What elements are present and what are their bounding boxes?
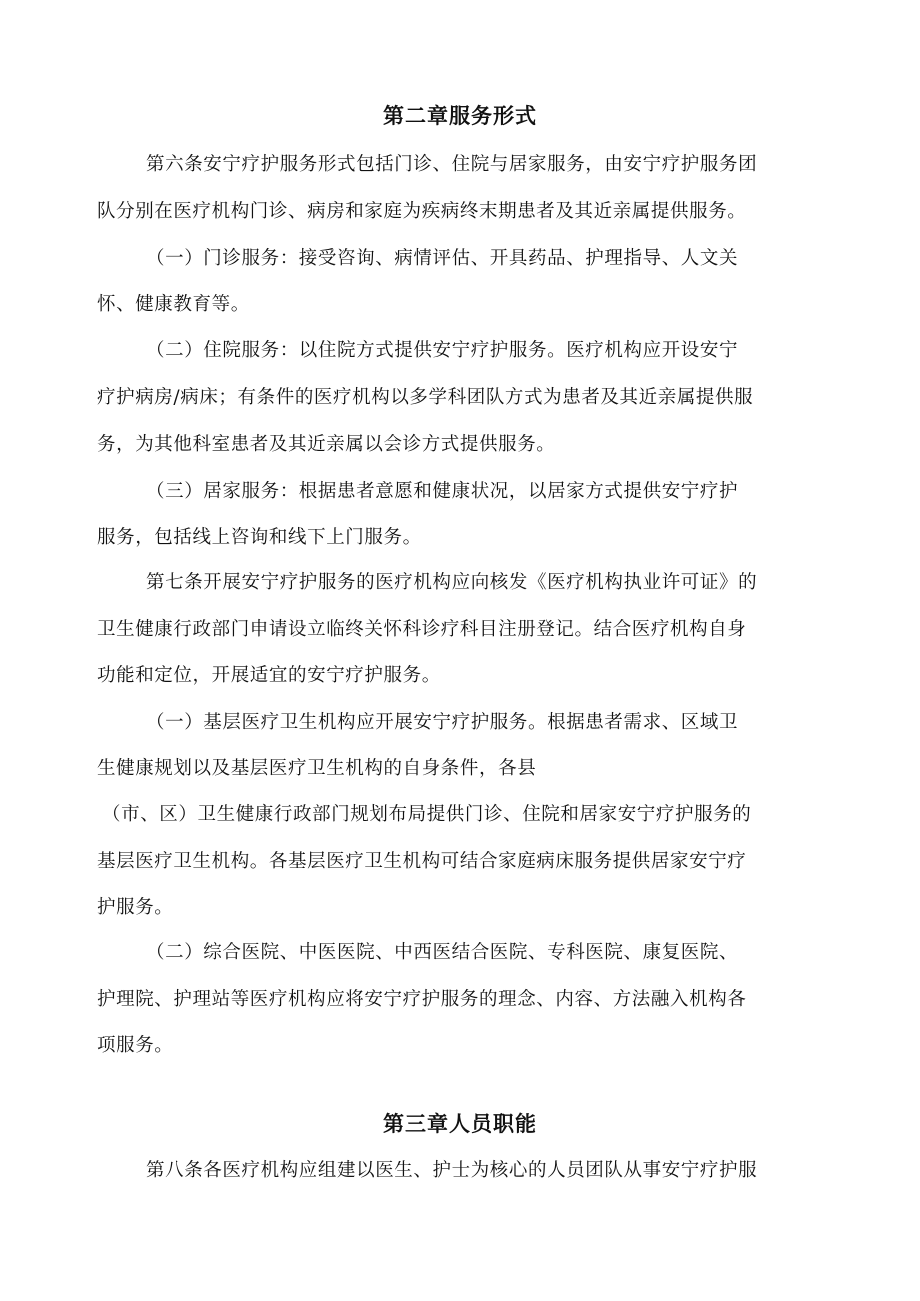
hospitals-line-3: 项服务。	[97, 1035, 174, 1056]
chapter-3-title: 第三章人员职能	[383, 1112, 537, 1136]
chapter-2-title: 第二章服务形式	[383, 104, 537, 128]
primary-care-line-4: 基层医疗卫生机构。各基层医疗卫生机构可结合家庭病床服务提供居家安宁疗	[97, 851, 747, 872]
home-service-line-2: 服务，包括线上咨询和线下上门服务。	[97, 527, 422, 548]
inpatient-line-2: 疗护病房/病床；有条件的医疗机构以多学科团队方式为患者及其近亲属提供服	[97, 387, 754, 408]
outpatient-line-1: （一）门诊服务：接受咨询、病情评估、开具药品、护理指导、人文关	[146, 248, 739, 269]
primary-care-line-5: 护服务。	[97, 897, 174, 918]
primary-care-line-3: （市、区）卫生健康行政部门规划布局提供门诊、住院和居家安宁疗护服务的	[102, 804, 752, 825]
outpatient-line-2: 怀、健康教育等。	[97, 294, 250, 315]
article-7-line-3: 功能和定位，开展适宜的安宁疗护服务。	[97, 665, 441, 686]
article-6-line-2: 队分别在医疗机构门诊、病房和家庭为疾病终末期患者及其近亲属提供服务。	[97, 201, 747, 222]
inpatient-line-3: 务，为其他科室患者及其近亲属以会诊方式提供服务。	[97, 434, 556, 455]
inpatient-line-1: （二）住院服务：以住院方式提供安宁疗护服务。医疗机构应开设安宁	[146, 340, 739, 361]
article-6-line-1: 第六条安宁疗护服务形式包括门诊、住院与居家服务，由安宁疗护服务团	[146, 154, 758, 175]
hospitals-line-2: 护理院、护理站等医疗机构应将安宁疗护服务的理念、内容、方法融入机构各	[97, 989, 747, 1010]
article-8-line-1: 第八条各医疗机构应组建以医生、护士为核心的人员团队从事安宁疗护服	[146, 1160, 758, 1181]
primary-care-line-1: （一）基层医疗卫生机构应开展安宁疗护服务。根据患者需求、区域卫	[146, 712, 739, 733]
primary-care-line-2: 生健康规划以及基层医疗卫生机构的自身条件，各县	[97, 758, 537, 779]
article-7-line-1: 第七条开展安宁疗护服务的医疗机构应向核发《医疗机构执业许可证》的	[146, 572, 758, 593]
article-7-line-2: 卫生健康行政部门申请设立临终关怀科诊疗科目注册登记。结合医疗机构自身	[97, 619, 747, 640]
home-service-line-1: （三）居家服务：根据患者意愿和健康状况，以居家方式提供安宁疗护	[146, 481, 739, 502]
hospitals-line-1: （二）综合医院、中医医院、中西医结合医院、专科医院、康复医院、	[146, 942, 739, 963]
